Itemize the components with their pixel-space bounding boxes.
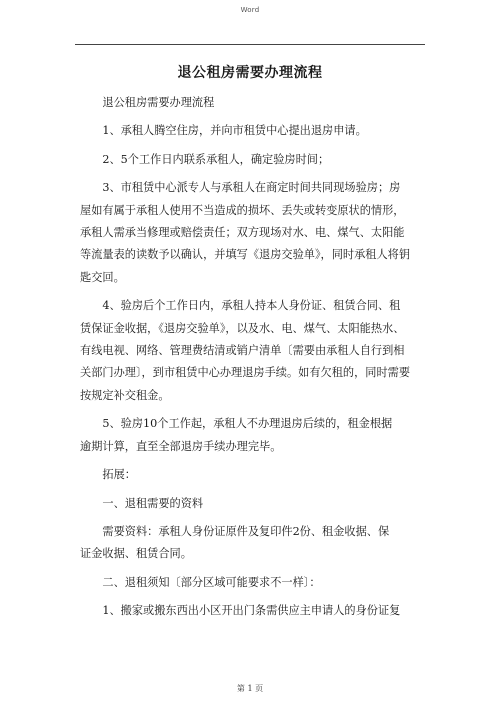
body-text-line: 5、验房10个工作起，承租人不办理退房后续的，租金根据 (80, 417, 393, 431)
body-text-line: 逾期计算，直至全部退房手续办理完毕。 (80, 439, 282, 453)
body-text-line: 1、搬家或搬东西出小区开出门条需供应主申请人的身份证复 (80, 604, 401, 618)
body-text-line: 一、退租需要的资料 (80, 496, 204, 510)
body-text-line: 有线电视、网络、管理费结清或销户清单〔需要由承租人自行到相 (80, 344, 405, 358)
body-text-line: 按规定补交租金。 (80, 388, 170, 402)
body-text-line: 证金收据、租赁合同。 (80, 547, 192, 561)
body-text-line: 1、承租人腾空住房，并向市租赁中心提出退房申请。 (80, 124, 367, 138)
body-text-line: 赁保证金收据，《退房交验单》，以及水、电、煤气、太阳能热水、 (80, 321, 405, 335)
body-paragraph (80, 92, 424, 114)
body-paragraph (80, 120, 424, 142)
body-paragraph (80, 413, 424, 458)
body-text-line: 4、验房后个工作日内，承租人持本人身份证、租赁合同、租 (80, 299, 401, 313)
body-text-line: 拓展： (80, 468, 136, 482)
body-text-line: 退公租房需要办理流程 (80, 96, 215, 109)
body-paragraph (80, 493, 424, 515)
body-text-line: 3、市租赁中心派专人与承租人在商定时间共同现场验房；房 (80, 181, 401, 195)
body-text-line: 承租人需承当修理或赔偿责任；双方现场对水、电、煤气、太阳能 (80, 226, 405, 240)
body-paragraph (80, 464, 424, 486)
body-text-line: 等流量表的读数予以确认，并填写《退房交验单》，同时承租人将钥 (80, 248, 411, 262)
body-paragraph (80, 177, 424, 289)
body-paragraph (80, 521, 424, 566)
body-text-line: 匙交回。 (80, 270, 125, 284)
body-text-line: 二、退租须知〔部分区域可能要求不一样〕： (80, 575, 321, 589)
body-text-line: 屋如有属于承租人使用不当造成的损坏、丢失或转变原状的情形， (80, 203, 405, 217)
header-divider (75, 44, 425, 45)
page-number: 第 1 页 (236, 684, 264, 693)
body-paragraph (80, 295, 424, 407)
header-app-label: Word (240, 6, 260, 14)
document-title: 退公租房需要办理流程 (177, 65, 323, 81)
body-paragraph (80, 149, 424, 171)
body-text-line: 关部门办理〕，到市租赁中心办理退房手续。如有欠租的，同时需要 (80, 366, 411, 380)
body-text-line: 2、5个工作日内联系承租人，确定验房时间； (80, 152, 330, 166)
body-paragraph (80, 600, 424, 622)
body-paragraph (80, 572, 424, 594)
body-text-line: 需要资料：承租人身份证原件及复印件2份、租金收据、保 (80, 524, 390, 538)
document-body (80, 92, 424, 623)
